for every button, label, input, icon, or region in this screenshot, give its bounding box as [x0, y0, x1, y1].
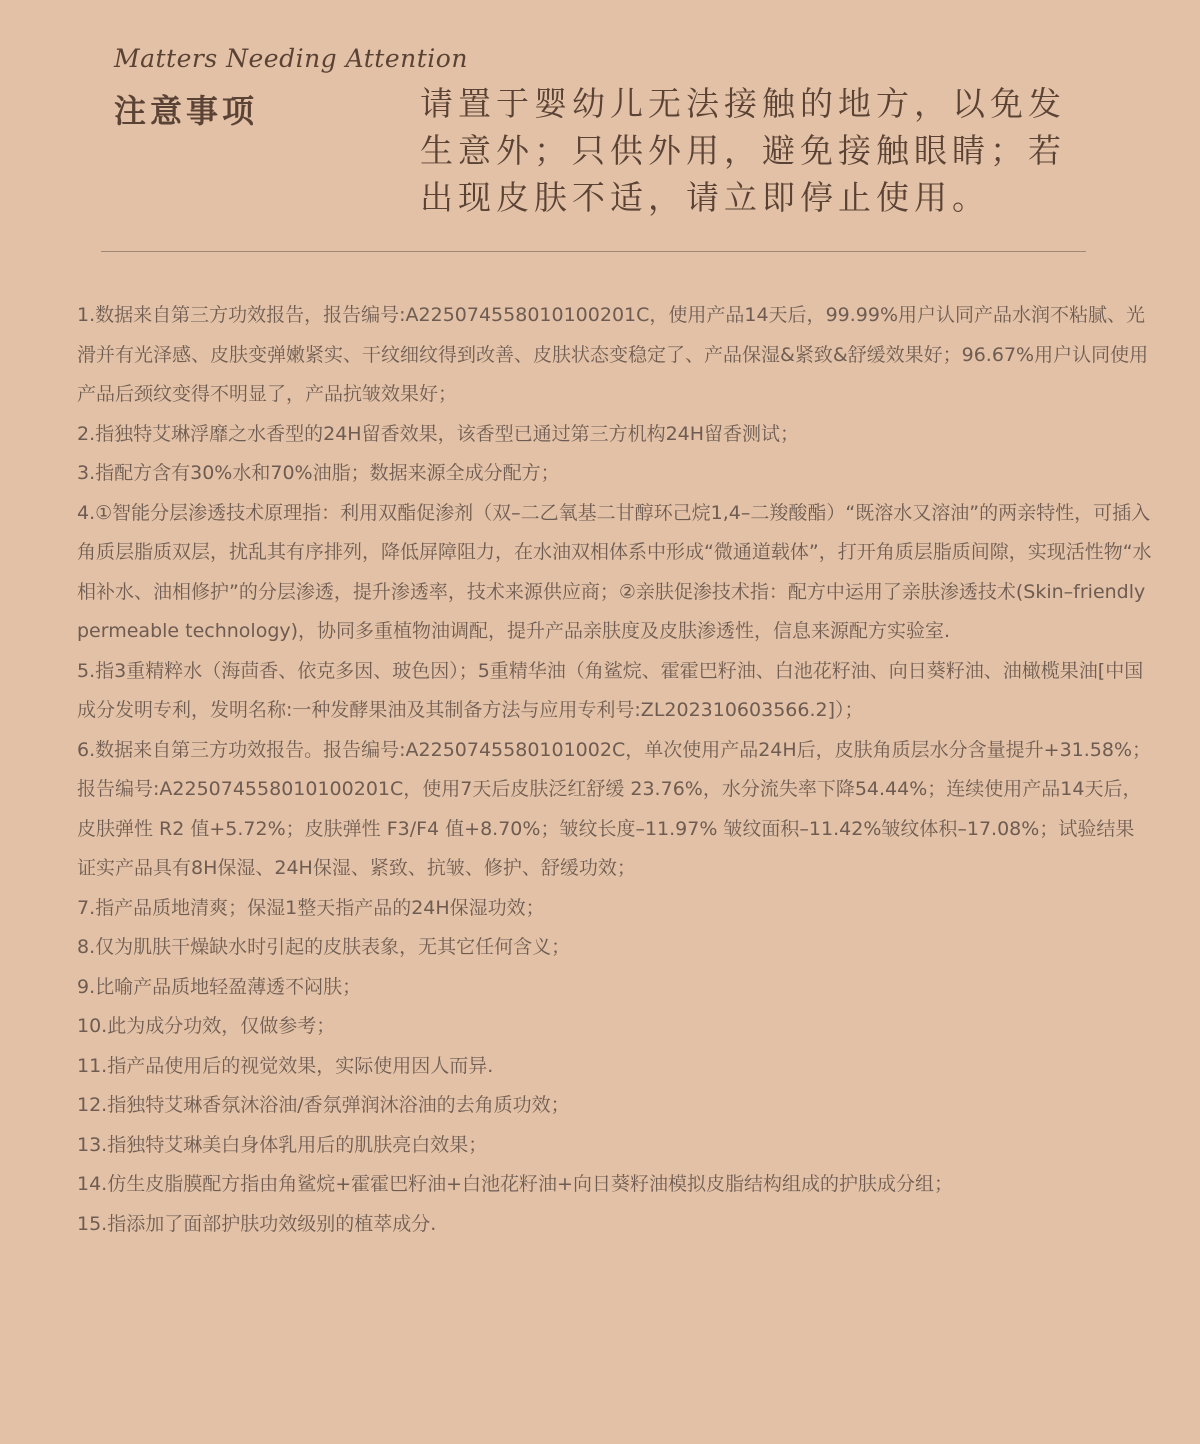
footnote-10: 10.此为成分功效，仅做参考； — [77, 1015, 336, 1037]
footnote-7: 7.指产品质地清爽；保湿1整天指产品的24H保湿功效； — [77, 896, 545, 919]
footnote-5: 5.指3重精粹水（海茴香、依克多因、玻色因）；5重精华油（角鲨烷、霍霍巴籽油、白池花籽油、向日葵籽油、油橄榄果油[中国成分发明专利，发明名称:一种发酵果油及其制备方法与应用专利号:ZL202310603566.2]）； — [77, 659, 1144, 721]
footnote-9: 9.比喻产品质地轻盈薄透不闷肤； — [77, 975, 362, 998]
footnote-3: 3.指配方含有30%水和70%油脂；数据来源全成分配方； — [77, 462, 560, 484]
footnote-12: 12.指独特艾琳香氛沐浴油/香氛弹润沐浴油的去角质功效； — [77, 1094, 570, 1116]
warning-text: 请置于婴幼儿无法接触的地方，以免发生意外；只供外用，避免接触眼睛；若出现皮肤不适，请立即停止使用。 — [420, 84, 1066, 217]
footnote-1: 1.数据来自第三方功效报告，报告编号:A225074558010100201C，使用产品14天后，99.99%用户认同产品水润不粘腻、光滑并有光泽感、皮肤变弹嫩紧实、干纹细纹得到改善、皮肤状态变稳定了、产品保湿&紧致&舒缓效果好；96.67%用户认同使用产品后颈纹变得不明显了，产品抗皱效果好； — [77, 304, 1149, 405]
footnote-15: 15.指添加了面部护肤功效级别的植萃成分. — [77, 1212, 437, 1235]
footnote-2: 2.指独特艾琳浮靡之水香型的24H留香效果，该香型已通过第三方机构24H留香测试； — [77, 422, 800, 445]
section-title-english: Matters Needing Attention — [114, 44, 468, 73]
footnote-11: 11.指产品使用后的视觉效果，实际使用因人而异. — [77, 1054, 494, 1077]
section-title: 注意事项 — [114, 92, 259, 130]
divider — [101, 251, 1086, 252]
footnote-13: 13.指独特艾琳美白身体乳用后的肌肤亮白效果； — [77, 1133, 488, 1156]
footnote-4: 4.①智能分层渗透技术原理指：利用双酯促渗剂（双–二乙氧基二甘醇环己烷1,4–二羧酸酯）“既溶水又溶油”的两亲特性，可插入角质层脂质双层，扰乱其有序排列，降低屏障阻力，在水油双相体系中形成“微通道载体”，打开角质层脂质间隙，实现活性物“水相补水、油相修护”的分层渗透，提升渗透率，技术来源供应商；②亲肤促渗技术指：配方中运用了亲肤渗透技术(Skin–friendly permeable technology)，协同多重植物油调配，提升产品亲肤度及皮肤渗透性，信息来源配方实验室. — [77, 501, 1152, 642]
footnote-6: 6.数据来自第三方功效报告。报告编号:A2250745580101002C，单次使用产品24H后，皮肤角质层水分含量提升+31.58%；报告编号:A225074558010100201C，使用7天后皮肤泛红舒缓 23.76%，水分流失率下降54.44%；连续使用产品14天后，皮肤弹性 R2 值+5.72%；皮肤弹性 F3/F4 值+8.70%；皱纹长度–11.97% 皱纹面积–11.42%皱纹体积–17.08%；试验结果证实产品具有8H保湿、24H保湿、紧致、抗皱、修护、舒缓功效； — [77, 738, 1152, 879]
footnote-8: 8.仅为肌肤干燥缺水时引起的皮肤表象，无其它任何含义； — [77, 936, 571, 958]
footnote-14: 14.仿生皮脂膜配方指由角鲨烷+霍霍巴籽油+白池花籽油+向日葵籽油模拟皮脂结构组成的护肤成分组； — [77, 1173, 953, 1195]
footnotes-list — [77, 296, 1152, 1244]
